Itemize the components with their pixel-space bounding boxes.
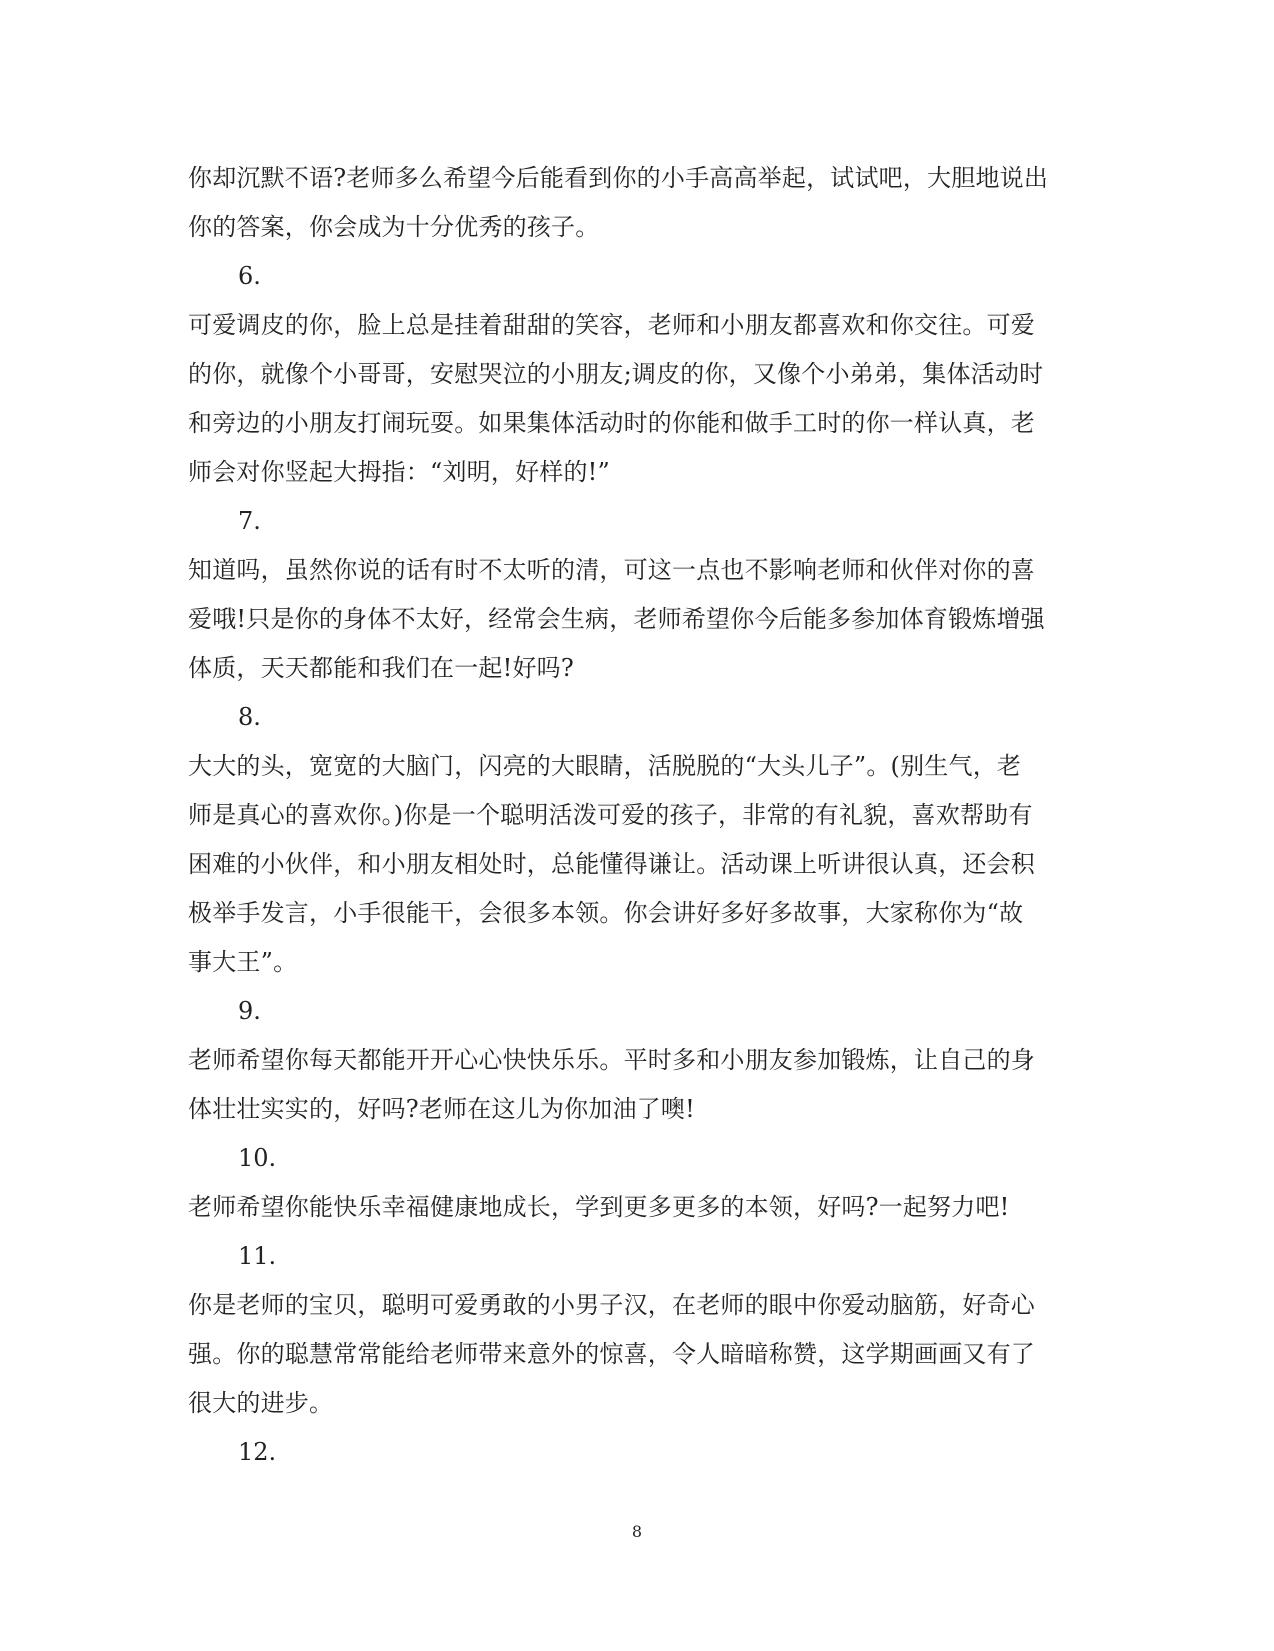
paragraph-line: 你的答案，你会成为十分优秀的孩子。 xyxy=(188,213,600,241)
paragraph-line: 师会对你竖起大拇指：“刘明，好样的!” xyxy=(188,458,610,486)
item-number: 8. xyxy=(238,703,261,731)
paragraph-line: 体质，天天都能和我们在一起!好吗? xyxy=(188,654,574,682)
paragraph-line: 事大王”。 xyxy=(188,948,298,976)
paragraph xyxy=(188,1281,1078,1428)
paragraph-line: 知道吗，虽然你说的话有时不太听的清，可这一点也不影响老师和伙伴对你的喜 xyxy=(188,556,1035,584)
paragraph xyxy=(188,1036,1078,1134)
document-body xyxy=(188,154,1078,1477)
paragraph-line: 体壮壮实实的，好吗?老师在这儿为你加油了噢! xyxy=(188,1095,695,1123)
page-number: 8 xyxy=(631,1522,643,1541)
item-number: 10. xyxy=(238,1144,277,1172)
paragraph-line: 师是真心的喜欢你。)你是一个聪明活泼可爱的孩子，非常的有礼貌，喜欢帮助有 xyxy=(188,801,1033,829)
paragraph-line: 可爱调皮的你，脸上总是挂着甜甜的笑容，老师和小朋友都喜欢和你交往。可爱 xyxy=(188,311,1035,339)
paragraph-line: 老师希望你能快乐幸福健康地成长，学到更多更多的本领，好吗?一起努力吧! xyxy=(188,1193,1010,1221)
paragraph-line: 的你，就像个小哥哥，安慰哭泣的小朋友;调皮的你，又像个小弟弟，集体活动时 xyxy=(188,360,1044,388)
paragraph xyxy=(188,301,1078,497)
paragraph-line: 很大的进步。 xyxy=(188,1389,334,1417)
item-number: 6. xyxy=(238,262,261,290)
item-number: 7. xyxy=(238,507,261,535)
paragraph-line: 大大的头，宽宽的大脑门，闪亮的大眼睛，活脱脱的“大头儿子”。(别生气，老 xyxy=(188,752,1022,780)
item-number: 9. xyxy=(238,997,261,1025)
paragraph xyxy=(188,546,1078,693)
paragraph xyxy=(188,1183,1078,1232)
item-number: 12. xyxy=(238,1438,277,1466)
paragraph-line: 你却沉默不语?老师多么希望今后能看到你的小手高高举起，试试吧，大胆地说出 xyxy=(188,164,1049,192)
item-number: 11. xyxy=(238,1242,277,1270)
paragraph-line: 困难的小伙伴，和小朋友相处时，总能懂得谦让。活动课上听讲很认真，还会积 xyxy=(188,850,1035,878)
paragraph xyxy=(188,154,1078,252)
paragraph xyxy=(188,742,1078,987)
paragraph-line: 你是老师的宝贝，聪明可爱勇敢的小男子汉，在老师的眼中你爱动脑筋，好奇心 xyxy=(188,1291,1035,1319)
paragraph-line: 老师希望你每天都能开开心心快快乐乐。平时多和小朋友参加锻炼，让自己的身 xyxy=(188,1046,1035,1074)
paragraph-line: 极举手发言，小手很能干，会很多本领。你会讲好多好多故事，大家称你为“故 xyxy=(188,899,1024,927)
paragraph-line: 和旁边的小朋友打闹玩耍。如果集体活动时的你能和做手工时的你一样认真，老 xyxy=(188,409,1035,437)
paragraph-line: 强。你的聪慧常常能给老师带来意外的惊喜，令人暗暗称赞，这学期画画又有了 xyxy=(188,1340,1035,1368)
paragraph-line: 爱哦!只是你的身体不太好，经常会生病，老师希望你今后能多参加体育锻炼增强 xyxy=(188,605,1045,633)
